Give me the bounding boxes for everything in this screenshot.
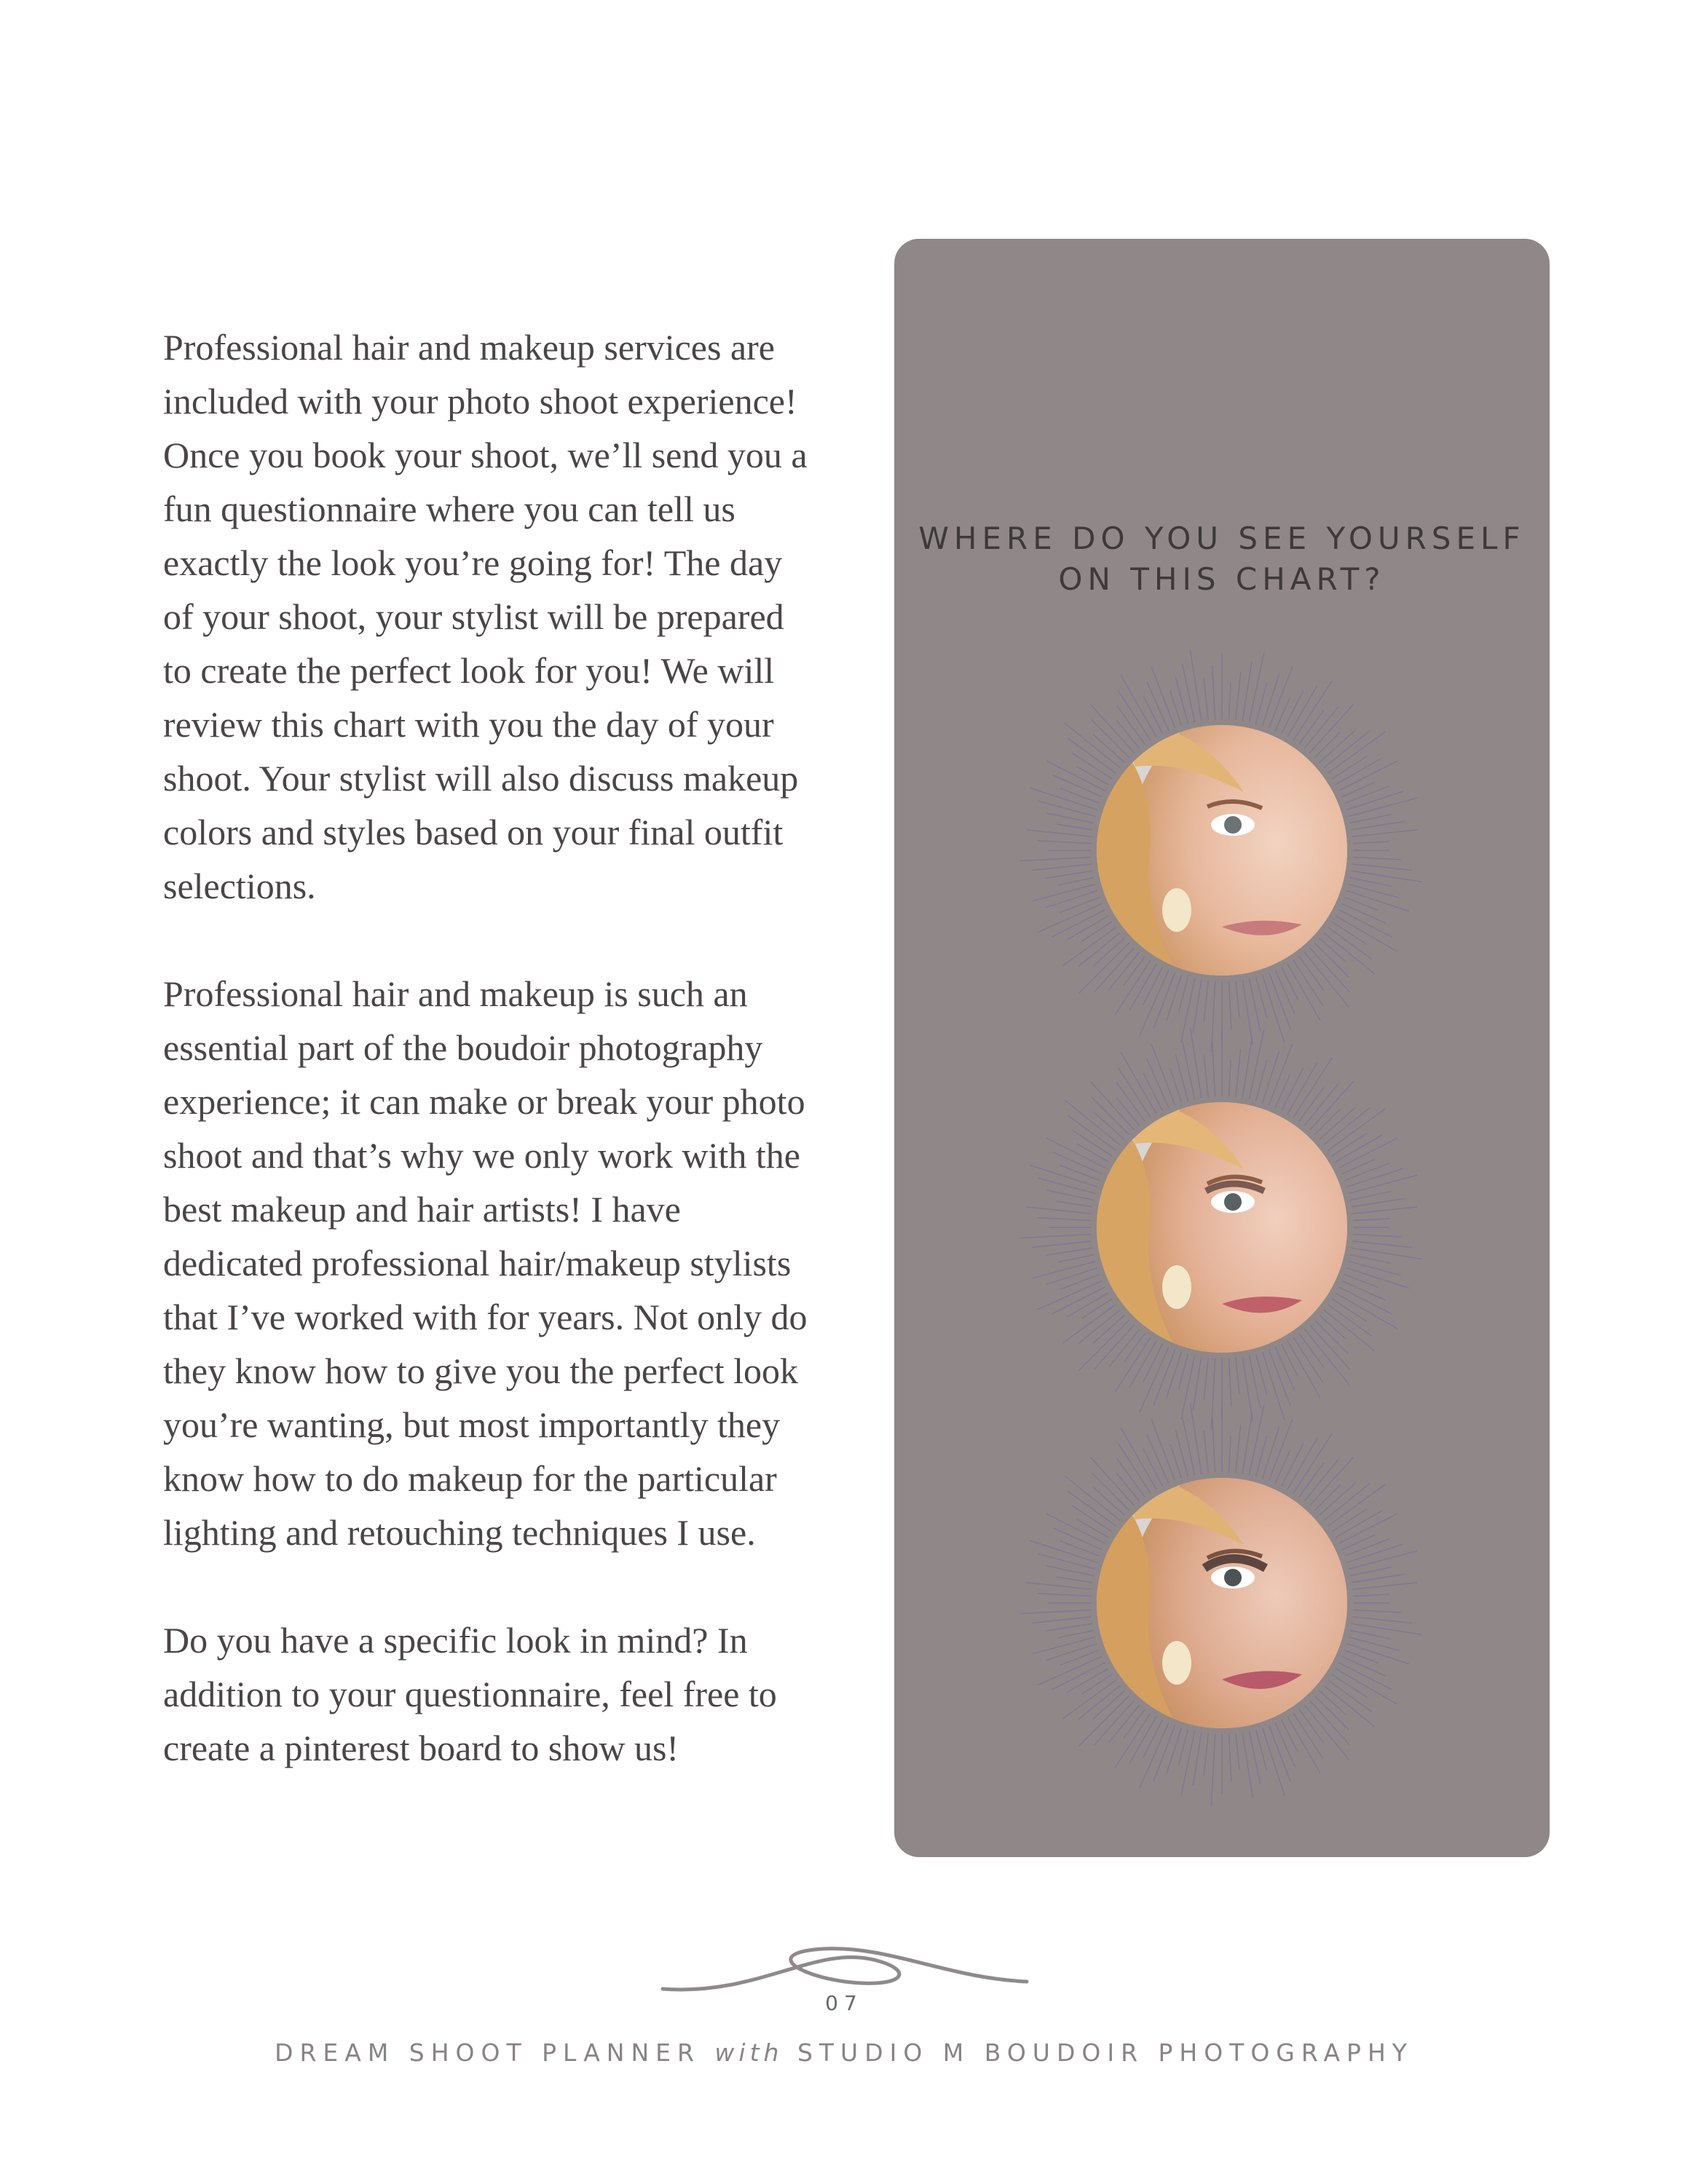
makeup-level-2 (1011, 1016, 1433, 1439)
portrait-photo-medium-makeup-icon (1011, 1016, 1433, 1439)
panel-heading-line-2: ON THIS CHART? (1058, 561, 1386, 597)
panel-heading-line-1: WHERE DO YOU SEE YOURSELF (918, 521, 1526, 556)
body-text (163, 320, 819, 1829)
makeup-level-1 (1011, 639, 1433, 1061)
paragraph-3: Do you have a specific look in mind? In addition to your questionnaire, feel free to create a pinterest board to show us! (163, 1620, 777, 1768)
portrait-photo-light-makeup-icon (1011, 639, 1433, 1061)
page-number: 07 (825, 1991, 863, 2015)
makeup-chart-panel (894, 239, 1550, 1857)
footer-title-part-2: STUDIO M BOUDOIR PHOTOGRAPHY (797, 2038, 1413, 2067)
makeup-level-3 (1011, 1392, 1433, 1814)
portrait-photo-full-makeup-icon (1011, 1392, 1433, 1814)
paragraph-1: Professional hair and makeup services are included with your photo shoot experience! Once you book your shoot, we’ll send you a fun questionnaire where you can tell us exactly the look you’re going for! The day of your shoot, your stylist will be prepared to create the perfect look for you! We will review this chart with you the day of your shoot. Your stylist will also discuss makeup colors and styles based on your final outfit selections. (163, 327, 808, 906)
footer-title (0, 2038, 1688, 2067)
footer-title-part-1: DREAM SHOOT PLANNER (275, 2038, 701, 2067)
footer-title-with: with (714, 2038, 784, 2067)
paragraph-2: Professional hair and makeup is such an essential part of the boudoir photography experience; it can make or break your photo shoot and that’s why we only work with the best makeup and hair artists! I have dedicated professional hair/makeup stylists that I’ve worked with for years. Not only do they know how to give you the perfect look you’re wanting, but most importantly they know how to do makeup for the particular lighting and retouching techniques I use. (163, 973, 808, 1553)
panel-heading (894, 518, 1550, 600)
